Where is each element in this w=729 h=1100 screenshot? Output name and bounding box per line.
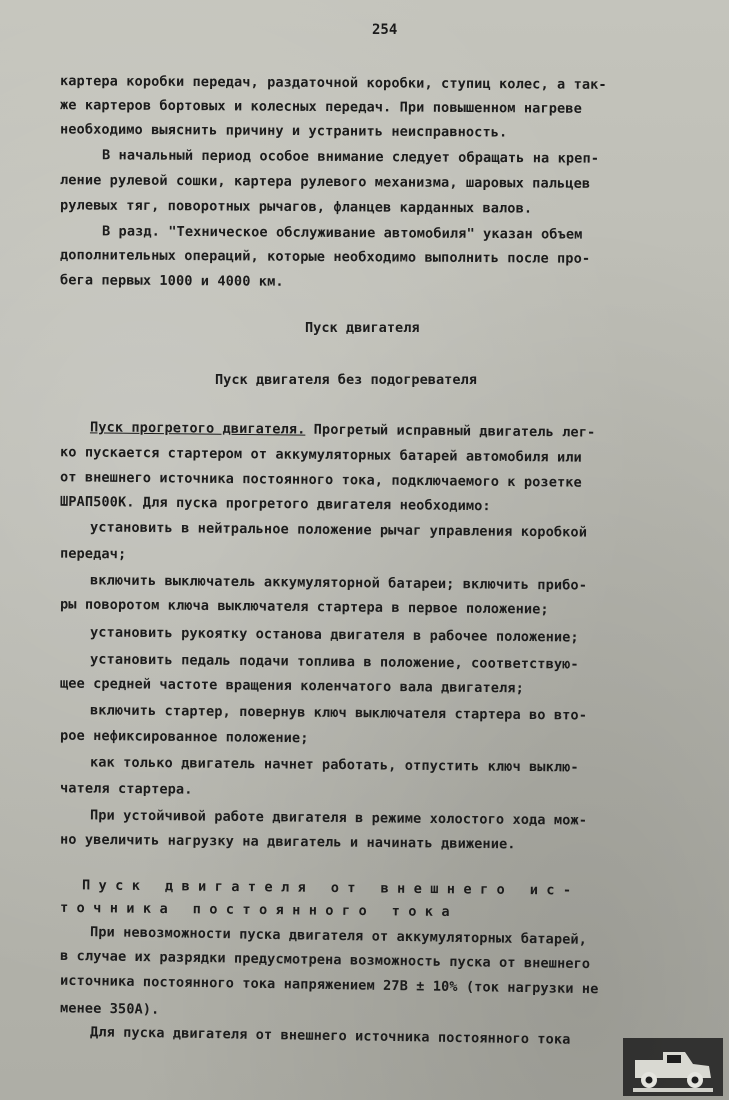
text-line: включить стартер, повернув ключ выключателя стартера во вто- xyxy=(89,702,588,724)
spaced-heading: Пуск двигателя от внешнего ис- xyxy=(81,877,580,899)
text-line: как только двигатель начнет работать, отпустить ключ выклю- xyxy=(89,754,579,776)
truck-logo-icon xyxy=(623,1038,723,1096)
text-line: установить рукоятку останова двигателя в рабочее положение; xyxy=(89,624,579,646)
text-line: менее 350А). xyxy=(59,1000,160,1018)
text-line: рулевых тяг, поворотных рычагов, фланцев карданных валов. xyxy=(59,197,533,217)
text-line: картера коробки передач, раздаточной коробки, ступиц колес, а так- xyxy=(59,73,607,93)
text-line: ШРАП500К. Для пуска прогретого двигателя необходимо: xyxy=(59,493,491,515)
text-line: чателя стартера. xyxy=(59,780,193,798)
text-line: ление рулевой сошки, картера рулевого механизма, шаровых пальцев xyxy=(59,172,591,192)
text-line: В начальный период особое внимание следует обращать на креп- xyxy=(101,147,600,167)
text-line: Для пуска двигателя от внешнего источника постоянного тока xyxy=(89,1024,571,1048)
text-line: включить выключатель аккумуляторной батареи; включить прибо- xyxy=(89,572,588,594)
text-line xyxy=(90,419,595,440)
text-line: же картеров бортовых и колесных передач. При повышенном нагреве xyxy=(59,97,582,117)
spaced-heading: точника постоянного тока xyxy=(59,899,459,921)
run-in-heading: Пуск прогретого двигателя. xyxy=(89,419,306,438)
text-line: бега первых 1000 и 4000 км. xyxy=(59,272,284,290)
section-heading: Пуск двигателя xyxy=(305,320,420,336)
subsection-heading: Пуск двигателя без подогревателя xyxy=(215,372,477,388)
text-run: Прогретый исправный двигатель лег- xyxy=(305,421,596,441)
text-line: источника постоянного тока напряжением 27В ± 10% (ток нагрузки не xyxy=(59,972,599,998)
text-line: В разд. "Техническое обслуживание автомобиля" указан объем xyxy=(101,223,583,243)
text-line: рое нефиксированное положение; xyxy=(59,727,309,747)
text-line: необходимо выяснить причину и устранить неисправность. xyxy=(59,121,508,141)
text-line: передач; xyxy=(59,545,127,563)
page-number: 254 xyxy=(372,22,398,38)
text-line: от внешнего источника постоянного тока, подключаемого к розетке xyxy=(59,469,582,491)
text-line: При устойчивой работе двигателя в режиме холостого хода мож- xyxy=(89,807,588,829)
text-line: установить в нейтральное положение рычаг управления коробкой xyxy=(89,519,588,541)
text-line: дополнительных операций, которые необходимо выполнить после про- xyxy=(59,247,591,267)
text-line: При невозможности пуска двигателя от аккумуляторных батарей, xyxy=(89,924,588,948)
text-line: ры поворотом ключа выключателя стартера в первое положение; xyxy=(59,596,549,618)
text-line: но увеличить нагрузку на двигатель и начинать движение. xyxy=(59,831,516,853)
text-line: в случае их разрядки предусмотрена возможность пуска от внешнего xyxy=(59,947,591,973)
text-line: установить педаль подачи топлива в положение, соответствую- xyxy=(89,651,579,673)
text-line: щее средней частоте вращения коленчатого вала двигателя; xyxy=(59,675,524,697)
text-line: ко пускается стартером от аккумуляторных батарей автомобиля или xyxy=(59,444,582,466)
